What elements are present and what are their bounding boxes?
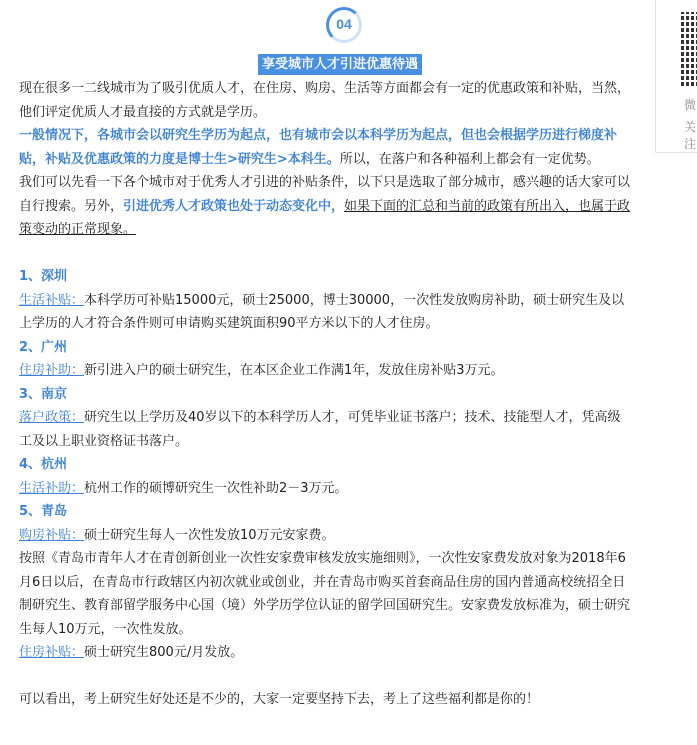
- city-heading: 5、青岛: [19, 504, 68, 519]
- city-item: [19, 406, 633, 453]
- city-item: [19, 524, 633, 548]
- section-number-badge: 04: [326, 7, 362, 43]
- city-item: [19, 477, 633, 501]
- section-title: 享受城市人才引进优惠待遇: [258, 54, 422, 75]
- city-text: 杭州工作的硕博研究生一次性补助2－3万元。: [84, 480, 348, 496]
- intro-paragraph: 现在很多一二线城市为了吸引优质人才，在住房、购房、生活等方面都会有一定的优惠政策和补贴，当然，他们评定优质人才最直接的方式就是学历。: [19, 81, 631, 120]
- city-heading: 3、南京: [19, 386, 68, 402]
- side-label-line1: 微: [684, 98, 697, 112]
- side-follow-panel[interactable]: [655, 0, 697, 153]
- spacer: [19, 665, 633, 689]
- note-paragraph: [19, 171, 633, 242]
- city-heading: 2、广州: [19, 339, 68, 355]
- note-underlined: 如果下面的汇总和当前的政策有所出入，也属于政策变动的正常现象。: [19, 198, 631, 237]
- qingdao-detail: 按照《青岛市青年人才在青创新创业一次性安家费审核发放实施细则》，一次性安家费发放对象为2018年6月6日以后，在青岛市行政辖区内初次就业或创业，并在青岛市购买首套商品住房的国内普通高校统招全日制研究生、教育部留学服务中心国（境）外学历学位认证的留学回国研究生。安家费发放标准为，硕士研究生每人10万元，一次性发放。: [19, 551, 631, 637]
- housing-label-link[interactable]: 住房补贴：: [19, 645, 85, 660]
- spacer: [19, 242, 633, 266]
- city-heading: 4、杭州: [19, 457, 68, 472]
- city-label-link[interactable]: 购房补贴：: [19, 527, 85, 543]
- city-text: 本科学历可补贴15000元，硕士25000，博士30000，一次性发放购房补助，硕士研究生及以上学历的人才符合条件则可申请购买建筑面积90平方米以下的人才住房。: [19, 292, 625, 331]
- article-body: [19, 77, 633, 712]
- qr-code-icon[interactable]: [681, 12, 697, 86]
- city-label-link[interactable]: 生活补贴：: [19, 292, 85, 308]
- city-label-link[interactable]: 住房补助：: [19, 363, 85, 378]
- city-text: 新引进入户的硕士研究生，在本区企业工作满1年，发放住房补贴3万元。: [84, 363, 504, 378]
- city-item: [19, 359, 633, 383]
- note-start: 我们可以先看一下各个城市对于优秀人才引进的补贴条件，以下只是选取了部分城市，感兴趣的话大家可以自行搜索。另外，: [19, 175, 631, 214]
- qingdao-housing: [19, 641, 633, 665]
- city-heading: 1、深圳: [19, 269, 68, 284]
- city-text: 研究生以上学历及40岁以下的本科学历人才，可凭毕业证书落户；技术、技能型人才，凭高级工及以上职业资格证书落户。: [19, 410, 621, 449]
- policy-highlight: 一般情况下，各城市会以研究生学历为起点，也有城市会以本科学历为起点，但也会根据学历进行梯度补贴，补贴及优惠政策的力度是博士生>研究生>本科生。: [19, 128, 618, 167]
- note-highlight: 引进优秀人才政策也处于动态变化中，: [123, 198, 345, 214]
- title-wrap: [19, 53, 633, 77]
- conclusion-paragraph: 可以看出，考上研究生好处还是不少的，大家一定要坚持下去，考上了这些福利都是你的！: [19, 692, 540, 707]
- policy-rest: 所以，在落户和各种福利上都会有一定优势。: [339, 151, 600, 167]
- city-text: 硕士研究生每人一次性发放10万元安家费。: [84, 527, 335, 543]
- policy-paragraph: [19, 124, 633, 171]
- city-label-link[interactable]: 生活补助：: [19, 480, 85, 496]
- city-label-link[interactable]: 落户政策：: [19, 410, 85, 425]
- side-label-line2: 关注: [684, 120, 697, 151]
- housing-text: 硕士研究生800元/月发放。: [84, 645, 244, 660]
- city-item: [19, 289, 633, 336]
